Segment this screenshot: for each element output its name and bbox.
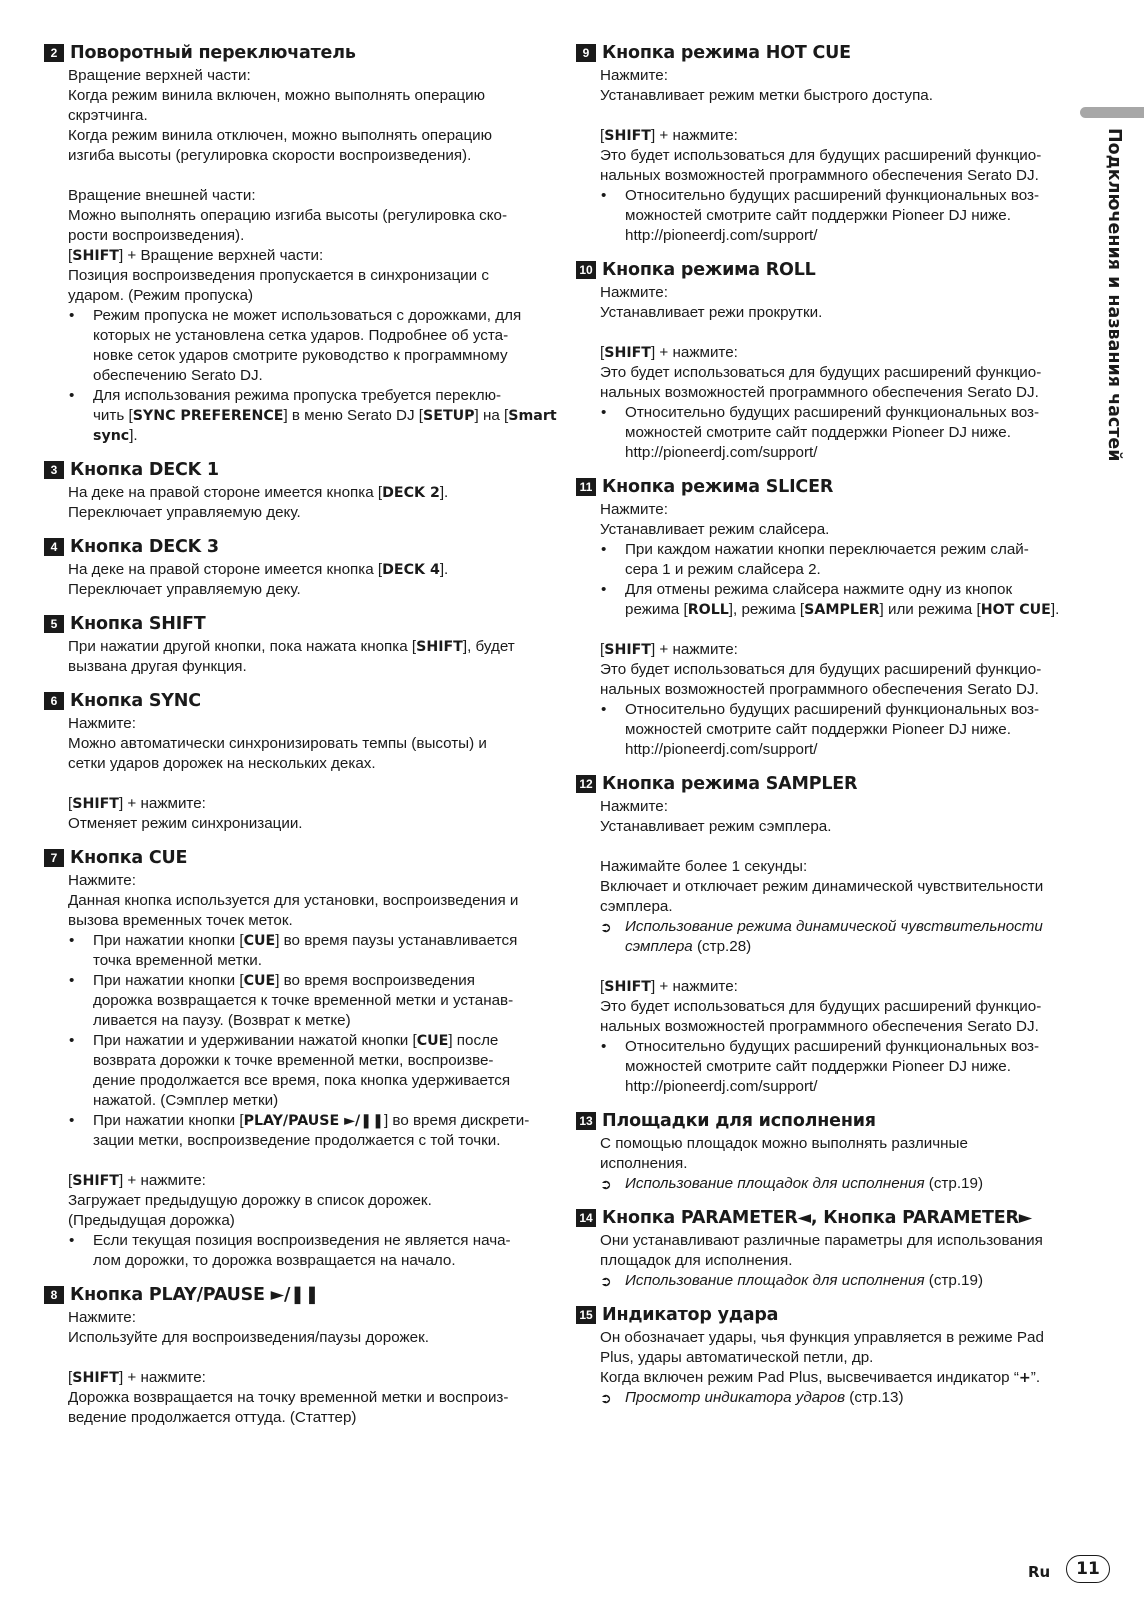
text-line: изгиба высоты (регулировка скорости воспроизведения). <box>68 147 472 164</box>
bullet-line: нажатой. (Сэмплер метки) <box>93 1092 279 1109</box>
text-line: нальных возможностей программного обеспечения Serato DJ. <box>600 1018 1039 1035</box>
text-line: Устанавливает режим слайсера. <box>600 521 830 538</box>
text-line: Устанавливает режим сэмплера. <box>600 818 832 835</box>
reference-line: Просмотр индикатора ударов (стр.13) <box>625 1389 904 1406</box>
side-tab-bar <box>1080 107 1144 118</box>
text-line: Данная кнопка используется для установки, воспроизведения и <box>68 892 519 909</box>
cross-reference <box>600 1388 1056 1408</box>
bullet-line: При нажатии кнопки [PLAY/PAUSE ►/❚❚] во время дискрети- <box>93 1112 530 1129</box>
text-line: Нажмите: <box>600 67 668 84</box>
section-number-badge: 11 <box>576 478 596 496</box>
section-heading <box>576 1302 1056 1328</box>
page-number: 11 <box>1066 1555 1110 1583</box>
section-title: Поворотный переключатель <box>70 43 356 63</box>
section-title: Кнопка DECK 3 <box>70 537 219 557</box>
text-line: Нажмите: <box>600 501 668 518</box>
text-line: Когда режим винила отключен, можно выполнять операцию <box>68 127 493 144</box>
section-number-badge: 13 <box>576 1112 596 1130</box>
section-body <box>576 1231 1056 1291</box>
section-number-badge: 10 <box>576 261 596 279</box>
text-line: [SHIFT] + Вращение верхней части: <box>68 247 324 264</box>
section-heading <box>576 771 1056 797</box>
section-title: Кнопка PARAMETER◄, Кнопка PARAMETER► <box>602 1208 1033 1228</box>
bullet-item <box>68 1111 544 1151</box>
text-line: Нажмите: <box>68 1309 136 1326</box>
bullet-icon: • <box>69 1232 75 1249</box>
bullet-item <box>600 580 1060 620</box>
section-number-badge: 6 <box>44 692 64 710</box>
text-line: Нажимайте более 1 секунды: <box>600 858 808 875</box>
bullet-line: точка временной метки. <box>93 952 262 969</box>
text-line: На деке на правой стороне имеется кнопка [DECK 4]. <box>68 561 449 578</box>
text-line: Нажмите: <box>68 715 136 732</box>
reference-line: сэмплера (стр.28) <box>625 938 752 955</box>
text-line: При нажатии другой кнопки, пока нажата кнопка [SHIFT], будет <box>68 638 515 655</box>
paragraph-spacer <box>68 1348 544 1368</box>
paragraph-spacer <box>68 1151 544 1171</box>
cross-reference <box>600 917 1056 957</box>
text-line: Отменяет режим синхронизации. <box>68 815 303 832</box>
section-title: Кнопка режима ROLL <box>602 260 816 280</box>
text-line: Нажмите: <box>600 798 668 815</box>
text-line: рости воспроизведения). <box>68 227 245 244</box>
text-line: Plus, удары автоматической петли, др. <box>600 1349 874 1366</box>
text-line: [SHIFT] + нажмите: <box>600 344 738 361</box>
bullet-line: Относительно будущих расширений функциональных воз- <box>625 187 1040 204</box>
section-heading <box>44 1282 544 1308</box>
bullet-line: Режим пропуска не может использоваться с дорожками, для <box>93 307 522 324</box>
text-line: вызова временных точек меток. <box>68 912 293 929</box>
text-line: Это будет использоваться для будущих расширений функцио- <box>600 147 1042 164</box>
bullet-icon: • <box>601 581 607 598</box>
section-number-badge: 2 <box>44 44 64 62</box>
reference-line: Использование режима динамической чувствительности <box>625 918 1043 935</box>
reference-arrow-icon: ➲ <box>600 1176 612 1192</box>
text-line: Когда включен режим Pad Plus, высвечивается индикатор “+”. <box>600 1369 1041 1386</box>
bullet-icon: • <box>69 387 75 404</box>
bullet-line: лом дорожки, то дорожка возвращается на начало. <box>93 1252 456 1269</box>
text-line: Это будет использоваться для будущих расширений функцио- <box>600 661 1042 678</box>
section-heading <box>44 611 544 637</box>
text-line: Загружает предыдущую дорожку в список дорожек. <box>68 1192 432 1209</box>
bullet-icon: • <box>601 1038 607 1055</box>
section-body <box>576 797 1056 1097</box>
text-line: сетки ударов дорожек на нескольких деках. <box>68 755 376 772</box>
section-8 <box>44 1282 544 1428</box>
bullet-item <box>68 306 544 386</box>
bullet-item <box>600 403 1056 463</box>
text-line: нальных возможностей программного обеспечения Serato DJ. <box>600 384 1039 401</box>
text-line: Когда режим винила включен, можно выполнять операцию <box>68 87 486 104</box>
section-heading <box>576 40 1056 66</box>
reference-arrow-icon: ➲ <box>600 1390 612 1406</box>
section-heading <box>44 457 544 483</box>
section-heading <box>44 688 544 714</box>
bullet-item <box>68 931 544 971</box>
text-line: С помощью площадок можно выполнять различные <box>600 1135 968 1152</box>
bullet-icon: • <box>601 701 607 718</box>
paragraph-spacer <box>600 620 1056 640</box>
bullet-line: можностей смотрите сайт поддержки Pioneer DJ ниже. <box>625 721 1011 738</box>
bullet-line: чить [SYNC PREFERENCE] в меню Serato DJ [SETUP] на [Smart <box>93 407 557 424</box>
text-line: [SHIFT] + нажмите: <box>600 641 738 658</box>
section-title: Кнопка режима HOT CUE <box>602 43 851 63</box>
section-12 <box>576 771 1056 1097</box>
text-line: Это будет использоваться для будущих расширений функцио- <box>600 364 1042 381</box>
left-column <box>44 40 557 1439</box>
section-5 <box>44 611 544 677</box>
section-heading <box>576 474 1056 500</box>
text-line: Используйте для воспроизведения/паузы дорожек. <box>68 1329 429 1346</box>
text-line: Они устанавливают различные параметры для использования <box>600 1232 1043 1249</box>
text-line: Это будет использоваться для будущих расширений функцио- <box>600 998 1042 1015</box>
section-7 <box>44 845 544 1271</box>
section-4 <box>44 534 544 600</box>
text-line: Он обозначает удары, чья функция управляется в режиме Pad <box>600 1329 1044 1346</box>
bullet-line: При нажатии кнопки [CUE] во время воспроизведения <box>93 972 475 989</box>
cross-reference <box>600 1271 1056 1291</box>
section-body <box>44 483 544 523</box>
reference-arrow-icon: ➲ <box>600 919 612 935</box>
bullet-icon: • <box>69 307 75 324</box>
section-number-badge: 5 <box>44 615 64 633</box>
bullet-line: http://pioneerdj.com/support/ <box>625 227 818 244</box>
bullet-line: При каждом нажатии кнопки переключается режим слай- <box>625 541 1029 558</box>
section-heading <box>576 257 1056 283</box>
bullet-line: Если текущая позиция воспроизведения не является нача- <box>93 1232 511 1249</box>
bullet-icon: • <box>601 541 607 558</box>
bullet-icon: • <box>69 1032 75 1049</box>
bullet-icon: • <box>601 404 607 421</box>
bullet-item <box>68 971 544 1031</box>
bullet-line: Относительно будущих расширений функциональных воз- <box>625 1038 1040 1055</box>
section-title: Кнопка SHIFT <box>70 614 206 634</box>
bullet-line: http://pioneerdj.com/support/ <box>625 1078 818 1095</box>
section-10 <box>576 257 1056 463</box>
bullet-line: sync]. <box>93 427 138 444</box>
section-9 <box>576 40 1056 246</box>
text-line: ударом. (Режим пропуска) <box>68 287 254 304</box>
section-body <box>576 1328 1056 1408</box>
section-body <box>576 1134 1056 1194</box>
section-body <box>44 66 557 446</box>
bullet-line: Для отмены режима слайсера нажмите одну из кнопок <box>625 581 1013 598</box>
text-line: Позиция воспроизведения пропускается в синхронизации с <box>68 267 489 284</box>
section-number-badge: 4 <box>44 538 64 556</box>
bullet-line: зации метки, воспроизведение продолжается с той точки. <box>93 1132 501 1149</box>
text-line: Вращение верхней части: <box>68 67 251 84</box>
section-body <box>576 283 1056 463</box>
paragraph-spacer <box>600 323 1056 343</box>
text-line: площадок для исполнения. <box>600 1252 793 1269</box>
bullet-line: При нажатии кнопки [CUE] во время паузы устанавливается <box>93 932 518 949</box>
section-title: Кнопка DECK 1 <box>70 460 219 480</box>
bullet-line: можностей смотрите сайт поддержки Pioneer DJ ниже. <box>625 1058 1011 1075</box>
text-line: Переключает управляемую деку. <box>68 581 301 598</box>
section-6 <box>44 688 544 834</box>
section-number-badge: 9 <box>576 44 596 62</box>
text-line: На деке на правой стороне имеется кнопка [DECK 2]. <box>68 484 449 501</box>
text-line: скрэтчинга. <box>68 107 148 124</box>
paragraph-spacer <box>600 957 1056 977</box>
section-number-badge: 12 <box>576 775 596 793</box>
section-number-badge: 3 <box>44 461 64 479</box>
section-title: Площадки для исполнения <box>602 1111 876 1131</box>
cross-reference <box>600 1174 1056 1194</box>
bullet-line: http://pioneerdj.com/support/ <box>625 444 818 461</box>
bullet-line: При нажатии и удерживании нажатой кнопки [CUE] после <box>93 1032 499 1049</box>
bullet-line: дорожка возвращается к точке временной метки и устанав- <box>93 992 514 1009</box>
bullet-line: можностей смотрите сайт поддержки Pioneer DJ ниже. <box>625 207 1011 224</box>
section-heading <box>576 1205 1056 1231</box>
section-title: Кнопка режима SAMPLER <box>602 774 858 794</box>
section-number-badge: 7 <box>44 849 64 867</box>
section-heading <box>44 534 544 560</box>
bullet-icon: • <box>69 1112 75 1129</box>
paragraph-spacer <box>600 837 1056 857</box>
section-body <box>44 637 544 677</box>
text-line: Вращение внешней части: <box>68 187 256 204</box>
section-heading <box>576 1108 1056 1134</box>
section-title: Кнопка SYNC <box>70 691 201 711</box>
bullet-icon: • <box>601 187 607 204</box>
section-2 <box>44 40 557 446</box>
bullet-line: возврата дорожки к точке временной метки, воспроизве- <box>93 1052 494 1069</box>
section-body <box>44 1308 544 1428</box>
section-body <box>576 66 1056 246</box>
bullet-line: http://pioneerdj.com/support/ <box>625 741 818 758</box>
section-title: Кнопка PLAY/PAUSE ►/❚❚ <box>70 1285 320 1305</box>
section-title: Кнопка режима SLICER <box>602 477 834 497</box>
section-15 <box>576 1302 1056 1408</box>
text-line: [SHIFT] + нажмите: <box>68 1172 206 1189</box>
text-line: Переключает управляемую деку. <box>68 504 301 521</box>
bullet-line: дение продолжается все время, пока кнопка удерживается <box>93 1072 511 1089</box>
text-line: (Предыдущая дорожка) <box>68 1212 235 1229</box>
section-number-badge: 8 <box>44 1286 64 1304</box>
section-number-badge: 14 <box>576 1209 596 1227</box>
text-line: [SHIFT] + нажмите: <box>600 978 738 995</box>
section-title: Кнопка CUE <box>70 848 188 868</box>
text-line: Дорожка возвращается на точку временной метки и воспроиз- <box>68 1389 509 1406</box>
section-14 <box>576 1205 1056 1291</box>
section-11 <box>576 474 1060 760</box>
text-line: вызвана другая функция. <box>68 658 247 675</box>
bullet-line: новке сеток ударов смотрите руководство к программному <box>93 347 508 364</box>
bullet-line: можностей смотрите сайт поддержки Pioneer DJ ниже. <box>625 424 1011 441</box>
text-line: Включает и отключает режим динамической чувствительности <box>600 878 1044 895</box>
reference-arrow-icon: ➲ <box>600 1273 612 1289</box>
bullet-icon: • <box>69 972 75 989</box>
text-line: сэмплера. <box>600 898 673 915</box>
reference-line: Использование площадок для исполнения (стр.19) <box>625 1175 984 1192</box>
section-13 <box>576 1108 1056 1194</box>
text-line: [SHIFT] + нажмите: <box>68 1369 206 1386</box>
text-line: [SHIFT] + нажмите: <box>600 127 738 144</box>
bullet-line: Относительно будущих расширений функциональных воз- <box>625 404 1040 421</box>
bullet-line: сера 1 и режим слайсера 2. <box>625 561 821 578</box>
bullet-item <box>68 1231 544 1271</box>
text-line: Устанавливает режи прокрутки. <box>600 304 823 321</box>
section-body <box>44 560 544 600</box>
text-line: Нажмите: <box>600 284 668 301</box>
paragraph-spacer <box>600 106 1056 126</box>
bullet-line: Для использования режима пропуска требуется переклю- <box>93 387 502 404</box>
text-line: [SHIFT] + нажмите: <box>68 795 206 812</box>
footer-language: Ru <box>1028 1563 1051 1581</box>
bullet-item <box>600 1037 1056 1097</box>
bullet-line: Относительно будущих расширений функциональных воз- <box>625 701 1040 718</box>
bullet-line: обеспечению Serato DJ. <box>93 367 263 384</box>
text-line: ведение продолжается оттуда. (Статтер) <box>68 1409 357 1426</box>
bullet-item <box>600 700 1056 760</box>
section-body <box>44 714 544 834</box>
section-heading <box>44 845 544 871</box>
bullet-line: ливается на паузу. (Возврат к метке) <box>93 1012 351 1029</box>
text-line: Можно выполнять операцию изгиба высоты (регулировка ско- <box>68 207 508 224</box>
bullet-line: режима [ROLL], режима [SAMPLER] или режима [HOT CUE]. <box>625 601 1060 618</box>
text-line: нальных возможностей программного обеспечения Serato DJ. <box>600 681 1039 698</box>
paragraph-spacer <box>68 166 544 186</box>
bullet-item <box>600 186 1056 246</box>
section-heading <box>44 40 544 66</box>
bullet-item <box>600 540 1056 580</box>
text-line: Устанавливает режим метки быстрого доступа. <box>600 87 933 104</box>
section-number-badge: 15 <box>576 1306 596 1324</box>
section-title: Индикатор удара <box>602 1305 779 1325</box>
section-body <box>44 871 544 1271</box>
reference-line: Использование площадок для исполнения (стр.19) <box>625 1272 984 1289</box>
text-line: исполнения. <box>600 1155 688 1172</box>
text-line: Нажмите: <box>68 872 136 889</box>
bullet-item <box>68 386 557 446</box>
right-column <box>576 40 1060 1419</box>
section-3 <box>44 457 544 523</box>
text-line: Можно автоматически синхронизировать темпы (высоты) и <box>68 735 487 752</box>
text-line: нальных возможностей программного обеспечения Serato DJ. <box>600 167 1039 184</box>
bullet-item <box>68 1031 544 1111</box>
section-body <box>576 500 1060 760</box>
paragraph-spacer <box>68 774 544 794</box>
bullet-line: которых не установлена сетка ударов. Подробнее об уста- <box>93 327 509 344</box>
side-section-title: Подключения и названия частей <box>1104 128 1124 462</box>
bullet-icon: • <box>69 932 75 949</box>
